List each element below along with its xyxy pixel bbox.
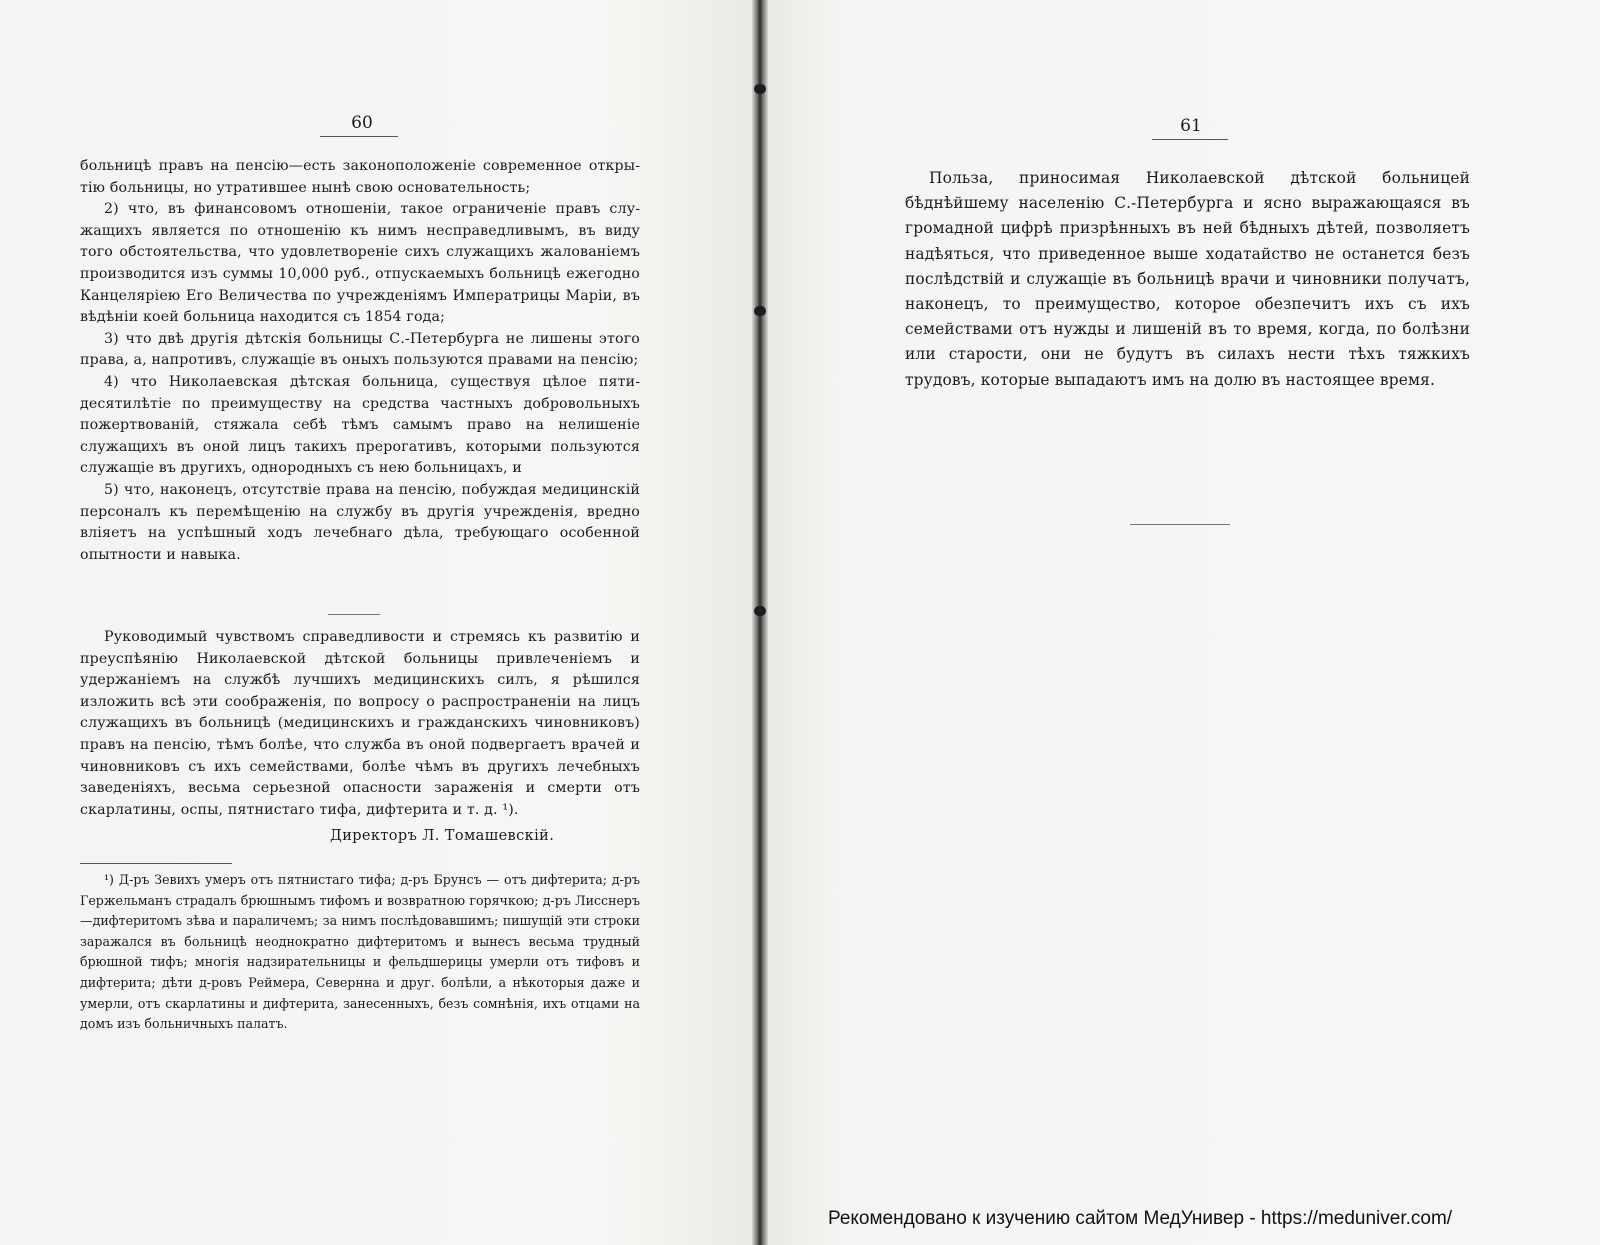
left-body-text xyxy=(80,156,640,566)
spine-thread-knot xyxy=(754,606,766,616)
book-spine xyxy=(752,0,768,1245)
paragraph: 2) что, въ финансовомъ отношеніи, такое ограниченіе правъ служащихъ является по отношенію къ нимъ несправедливымъ, въ виду того обстоятельства, что удовлетвореніе сихъ служащихъ жалованіемъ производится изъ суммы 10,000 руб., отпускаемыхъ больницѣ ежегодно Канцеляріею Его Величества по учрежденіямъ Императрицы Маріи, въ вѣдѣніи коей больница находится съ 1854 года; xyxy=(80,201,640,326)
footnote-rule xyxy=(80,863,232,864)
paragraph: 3) что двѣ другія дѣтскія больницы С.-Петербурга не лишены этого права, а, напротивъ, служащіе въ оныхъ пользуются правами на пенсію; xyxy=(80,330,640,369)
paragraph: 4) что Николаевская дѣтская больница, существуя цѣлое пятидесятилѣтіе по преимуществу на средства частныхъ добровольныхъ пожертвованій, стяжала себѣ тѣмъ самымъ право на нелишеніе служащихъ въ оной лицъ такихъ прерогативъ, которыми пользуются служащіе въ другихъ, однородныхъ съ нею больницахъ, и xyxy=(80,373,640,477)
watermark-text: Рекомендовано к изучению сайтом МедУнивер - https://meduniver.com/ xyxy=(828,1208,1453,1229)
page-number-rule xyxy=(1152,139,1228,140)
closing-paragraph-block xyxy=(80,627,640,821)
page-number-right: 61 xyxy=(1180,116,1202,136)
spine-thread-knot xyxy=(754,84,766,94)
spine-thread-knot xyxy=(754,306,766,316)
paragraph: больницѣ правъ на пенсію—есть законоположеніе современное открытію больницы, но утратившее нынѣ свою основательность; xyxy=(80,158,640,196)
closing-paragraph: Руководимый чувствомъ справедливости и стремясь къ развитію и преуспѣянію Николаевской дѣтской больницы привлеченіемъ и удержаніемъ на службѣ лучшихъ медицинскихъ силъ, я рѣшился изложить всѣ эти соображенія, по вопросу о распространеніи на лицъ служащихъ въ больницѣ (медицинскихъ и гражданскихъ чиновниковъ) правъ на пенсію, тѣмъ болѣе, что служба въ оной подвергаетъ врачей и чиновниковъ съ ихъ семействами, болѣе чѣмъ въ другихъ лечебныхъ заведеніяхъ, весьма серьезной опасности зараженія и смерти отъ скарлатины, оспы, пятнистаго тифа, дифтерита и т. д. ¹). xyxy=(80,629,640,818)
footnote: ¹) Д-ръ Зевихъ умеръ отъ пятнистаго тифа; д-ръ Брунсъ — отъ дифтерита; д-ръ Гержельманъ страдалъ брюшнымъ тифомъ и возвратною горячкою; д-ръ Лисснеръ—дифтеритомъ зѣва и параличемъ; за нимъ послѣдовавшимъ; пишущій эти строки заражался въ больницѣ неоднократно дифтеритомъ и вынесъ весьма трудный брюшной тифъ; многія надзирательницы и фельдшерицы умерли отъ тифовъ и дифтерита; дѣти д-ровъ Реймера, Севернна и друг. болѣли, а нѣкоторыя даже и умерли, отъ скарлатины и дифтерита, занесенныхъ, безъ сомнѣнія, ихъ отцами на домъ изъ больничныхъ палатъ. xyxy=(80,872,640,1032)
page-number-rule xyxy=(320,136,398,137)
signature: Директоръ Л. Томашевскій. xyxy=(330,828,555,844)
end-separator xyxy=(1130,524,1230,525)
footnote-block xyxy=(80,870,640,1035)
section-separator xyxy=(328,614,380,615)
paragraph: Польза, приносимая Николаевской дѣтской больницей бѣднѣйшему населенію С.-Петербурга и ясно выражающаяся въ громадной цифрѣ призрѣнныхъ въ ней бѣдныхъ дѣтей, позволяетъ надѣяться, что приведенное выше ходатайство не останется безъ послѣдствій и служащіе въ больницѣ врачи и чиновники получатъ, наконецъ, то преимущество, которое обезпечитъ ихъ съ ихъ семействами отъ нужды и лишеній въ то время, когда, по болѣзни или старости, они не будутъ въ силахъ нести тѣхъ тяжкихъ трудовъ, которые выпадаютъ имъ на долю въ настоящее время. xyxy=(905,169,1470,389)
paragraph: 5) что, наконецъ, отсутствіе права на пенсію, побуждая медицинскій персоналъ къ перемѣщенію на службу въ другія учрежденія, вредно вліяетъ на успѣшный ходъ лечебнаго дѣла, требующаго особенной опытности и навыка. xyxy=(80,481,640,563)
right-body-text xyxy=(905,166,1470,393)
page-number-left: 60 xyxy=(351,113,373,133)
